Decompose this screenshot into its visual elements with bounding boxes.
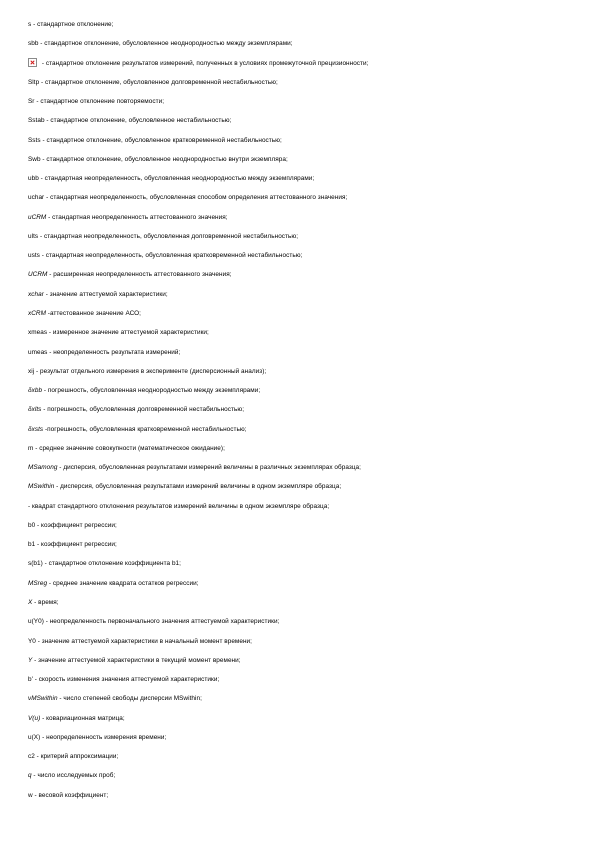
definition-text: - измеренное значение аттестуемой характеристики; bbox=[47, 329, 209, 337]
definition-text: - значение аттестуемой характеристики в начальный момент времени; bbox=[35, 637, 252, 645]
definition-text: - неопределенность измерения времени; bbox=[40, 733, 167, 741]
definition-line bbox=[28, 131, 573, 150]
definition-line bbox=[28, 15, 573, 34]
definition-text: - стандартная неопределенность, обусловленная неоднородностью между экземплярами; bbox=[38, 175, 315, 183]
definition-line bbox=[28, 709, 573, 728]
definition-symbol: s(b1) bbox=[28, 560, 43, 568]
definition-text: - стандартное отклонение, обусловленное нестабильностью; bbox=[44, 117, 232, 125]
definition-symbol: xmeas bbox=[28, 329, 48, 337]
definition-line bbox=[28, 651, 573, 670]
definition-text: - результат отдельного измерения в эксперименте (дисперсионный анализ); bbox=[34, 367, 267, 375]
definition-text: - критерий аппроксимации; bbox=[34, 753, 119, 761]
notation-list bbox=[28, 15, 573, 805]
definition-symbol: Sltp bbox=[28, 78, 40, 86]
definition-symbol: Ssts bbox=[28, 136, 41, 144]
definition-line bbox=[28, 73, 573, 92]
definition-text: - дисперсия, обусловленная результатами измерений величины в одном экземпляре образца; bbox=[54, 483, 342, 491]
definition-text: - стандартное отклонение, обусловленное неоднородностью внутри экземпляра; bbox=[40, 155, 288, 163]
definition-symbol: b0 bbox=[28, 521, 36, 529]
definition-text: - стандартное отклонение, обусловленное кратковременной нестабильностью; bbox=[40, 136, 282, 144]
definition-symbol: s bbox=[28, 21, 32, 28]
definition-symbol: UCRM bbox=[28, 271, 48, 279]
definition-line bbox=[28, 554, 573, 573]
definition-text: - неопределенность первоначального значения аттестуемой характеристики; bbox=[43, 618, 280, 626]
definition-text: - число исследуемых проб; bbox=[31, 772, 116, 780]
definition-text: - время; bbox=[32, 598, 59, 606]
definition-symbol: umeas bbox=[28, 348, 48, 356]
definition-line bbox=[28, 689, 573, 708]
definition-line bbox=[28, 593, 573, 612]
definition-text: - погрешность, обусловленная неоднородностью между экземплярами; bbox=[42, 387, 261, 395]
definition-line bbox=[28, 188, 573, 207]
definition-text: - ковариационная матрица; bbox=[40, 714, 125, 722]
definition-text: - значение аттестуемой характеристики в текущий момент времени; bbox=[32, 656, 241, 664]
definition-symbol: u(X) bbox=[28, 733, 41, 741]
definition-line bbox=[28, 477, 573, 496]
definition-symbol: q bbox=[28, 772, 32, 780]
definition-symbol: MSreg bbox=[28, 579, 48, 587]
definition-text: - стандартное отклонение, обусловленное долговременной нестабильностью; bbox=[39, 78, 278, 86]
definition-line bbox=[28, 766, 573, 785]
definition-line bbox=[28, 381, 573, 400]
definition-line bbox=[28, 265, 573, 284]
definition-line bbox=[28, 54, 573, 73]
definition-line bbox=[28, 285, 573, 304]
definition-line bbox=[28, 111, 573, 130]
definition-line bbox=[28, 227, 573, 246]
definition-symbol: Sstab bbox=[28, 117, 45, 125]
definition-text: -аттестованное значение АСО; bbox=[45, 309, 142, 317]
definition-text: - квадрат стандартного отклонения результатов измерений величины в одном экземпляре образца; bbox=[28, 502, 330, 510]
definition-line bbox=[28, 632, 573, 651]
definition-text: - стандартная неопределенность, обусловленная кратковременной нестабильностью; bbox=[39, 252, 303, 260]
definition-symbol: ubb bbox=[28, 175, 39, 183]
definition-line bbox=[28, 343, 573, 362]
definition-symbol: Y0 bbox=[28, 637, 36, 645]
definition-text: - стандартное отклонение коэффициента b1; bbox=[42, 560, 181, 568]
definition-text: -погрешность, обусловленная кратковременной нестабильностью; bbox=[43, 425, 247, 433]
definition-symbol: xij bbox=[28, 367, 35, 375]
definition-text: - весовой коэффициент; bbox=[32, 791, 109, 799]
definition-symbol: V(u) bbox=[28, 714, 41, 722]
definition-text: - стандартная неопределенность, обусловленная долговременной нестабильностью; bbox=[38, 232, 299, 240]
definition-symbol: b' bbox=[28, 676, 33, 684]
definition-symbol: b1 bbox=[28, 541, 36, 549]
definition-symbol: X bbox=[28, 598, 33, 606]
definition-line bbox=[28, 323, 573, 342]
definition-text: - стандартная неопределенность, обусловленная способом определения аттестованного значения; bbox=[44, 194, 348, 202]
definition-line bbox=[28, 304, 573, 323]
definition-symbol: sbb bbox=[28, 40, 39, 48]
definition-line bbox=[28, 400, 573, 419]
definition-symbol: MSamong bbox=[28, 464, 58, 472]
definition-line bbox=[28, 439, 573, 458]
definition-symbol: νMSwithin bbox=[28, 695, 58, 703]
broken-image-icon bbox=[28, 58, 37, 67]
definition-line bbox=[28, 246, 573, 265]
definition-text: - погрешность, обусловленная долговременной нестабильностью; bbox=[41, 406, 245, 414]
definition-text: - дисперсия, обусловленная результатами измерений величины в различных экземплярах образца; bbox=[57, 464, 361, 472]
definition-line bbox=[28, 612, 573, 631]
definition-text: - коэффициент регрессии; bbox=[35, 521, 117, 529]
definition-text: - стандартное отклонение повторяемости; bbox=[34, 98, 165, 106]
definition-symbol: uchar bbox=[28, 194, 45, 202]
definition-symbol: δxlts bbox=[28, 406, 42, 414]
definition-line bbox=[28, 497, 573, 516]
definition-symbol: xCRM bbox=[28, 309, 46, 317]
definition-symbol: w bbox=[28, 791, 33, 799]
definition-line bbox=[28, 574, 573, 593]
definition-symbol: Sr bbox=[28, 98, 35, 106]
definition-line bbox=[28, 786, 573, 805]
definition-symbol: uCRM bbox=[28, 213, 47, 221]
definition-symbol: MSwithin bbox=[28, 483, 55, 491]
definition-text: - стандартное отклонение результатов измерений, полученных в условиях промежуточной прецизионности; bbox=[40, 59, 369, 67]
definition-text: - стандартная неопределенность аттестованного значения; bbox=[46, 213, 228, 221]
definition-line bbox=[28, 420, 573, 439]
definition-symbol: δxsts bbox=[28, 425, 44, 433]
definition-symbol: c2 bbox=[28, 753, 35, 761]
definition-line bbox=[28, 458, 573, 477]
definition-text: - значение аттестуемой характеристики; bbox=[43, 290, 168, 298]
definition-line bbox=[28, 208, 573, 227]
definition-symbol: Y bbox=[28, 656, 33, 664]
definition-text: - неопределенность результата измерений; bbox=[47, 348, 181, 356]
definition-line bbox=[28, 670, 573, 689]
definition-line bbox=[28, 516, 573, 535]
definition-symbol: u(Y0) bbox=[28, 618, 44, 626]
definition-line bbox=[28, 728, 573, 747]
definition-symbol: δxbb bbox=[28, 387, 43, 395]
definition-text: - число степеней свободы дисперсии MSwithin; bbox=[57, 695, 202, 703]
definition-line bbox=[28, 169, 573, 188]
definition-symbol: xchar bbox=[28, 290, 44, 298]
definition-symbol: m bbox=[28, 444, 34, 452]
definition-text: - среднее значение совокупности (математическое ожидание); bbox=[33, 444, 225, 452]
definition-line bbox=[28, 535, 573, 554]
definition-text: - среднее значение квадрата остатков регрессии; bbox=[47, 579, 199, 587]
definition-line bbox=[28, 34, 573, 53]
definition-text: - стандартное отклонение; bbox=[31, 21, 114, 28]
definition-line bbox=[28, 150, 573, 169]
definition-text: - скорость изменения значения аттестуемой характеристики; bbox=[32, 676, 220, 684]
definition-symbol: usts bbox=[28, 252, 40, 260]
definition-line bbox=[28, 92, 573, 111]
definition-line bbox=[28, 362, 573, 381]
definition-text: - расширенная неопределенность аттестованного значения; bbox=[47, 271, 232, 279]
definition-symbol: ults bbox=[28, 232, 39, 240]
definition-symbol: Swb bbox=[28, 155, 41, 163]
definition-line bbox=[28, 747, 573, 766]
definition-text: - стандартное отклонение, обусловленное неоднородностью между экземплярами; bbox=[38, 40, 293, 48]
definition-text: - коэффициент регрессии; bbox=[35, 541, 117, 549]
